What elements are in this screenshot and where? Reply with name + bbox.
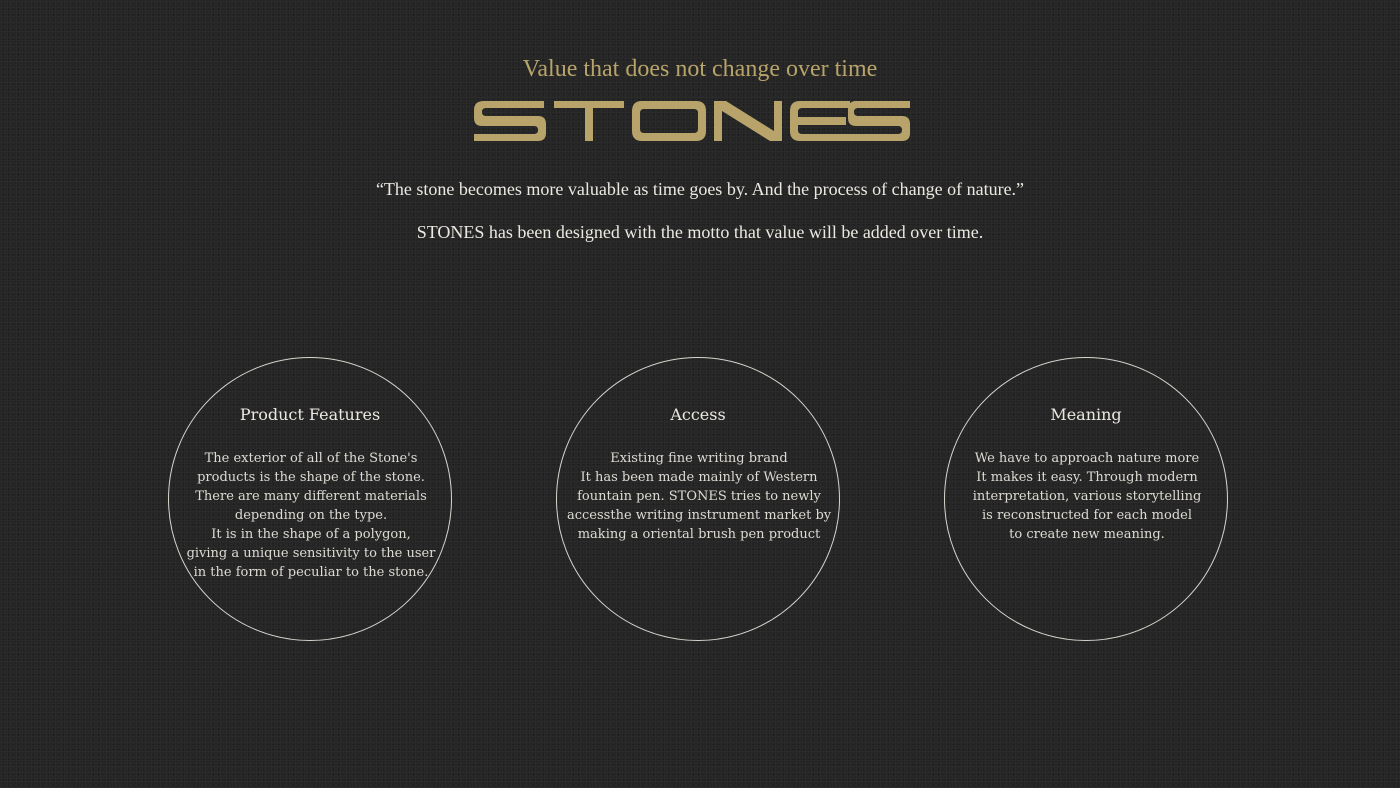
feature-line: giving a unique sensitivity to the user	[186, 546, 436, 561]
feature-line: accessthe writing instrument market by	[567, 508, 832, 523]
feature-line: It is in the shape of a polygon,	[211, 527, 411, 542]
stones-logo-wordmark	[474, 101, 910, 141]
feature-line: products is the shape of the stone.	[197, 470, 425, 485]
feature-line: depending on the type.	[234, 508, 388, 523]
stones-logo	[474, 101, 910, 141]
brand-motto: STONES has been designed with the motto that value will be added over time.	[416, 222, 984, 242]
brand-quote: “The stone becomes more valuable as time goes by. And the process of change of nature.”	[375, 179, 1025, 199]
feature-title: Access	[670, 405, 726, 424]
tagline: Value that does not change over time	[522, 56, 878, 82]
feature-line: We have to approach nature more	[974, 451, 1200, 466]
feature-line: interpretation, various storytelling	[972, 489, 1202, 504]
feature-line: in the form of peculiar to the stone.	[193, 565, 429, 580]
feature-description	[955, 449, 1219, 544]
feature-line: It makes it easy. Through modern	[976, 470, 1198, 485]
feature-title: Product Features	[239, 405, 381, 424]
feature-circle-meaning	[944, 357, 1228, 641]
feature-description	[179, 449, 443, 582]
feature-line: is reconstructed for each model	[981, 508, 1193, 523]
feature-line: making a oriental brush pen product	[577, 527, 821, 542]
feature-line: It has been made mainly of Western	[580, 470, 818, 485]
feature-circle-product-features	[168, 357, 452, 641]
feature-line: fountain pen. STONES tries to newly	[577, 489, 821, 504]
feature-line: The exterior of all of the Stone's	[204, 451, 418, 466]
feature-circle-access	[556, 357, 840, 641]
feature-line: There are many different materials	[195, 489, 427, 504]
feature-line: Existing fine writing brand	[610, 451, 788, 466]
feature-title: Meaning	[1050, 405, 1122, 424]
feature-line: to create new meaning.	[1009, 527, 1165, 542]
feature-description	[567, 449, 831, 544]
